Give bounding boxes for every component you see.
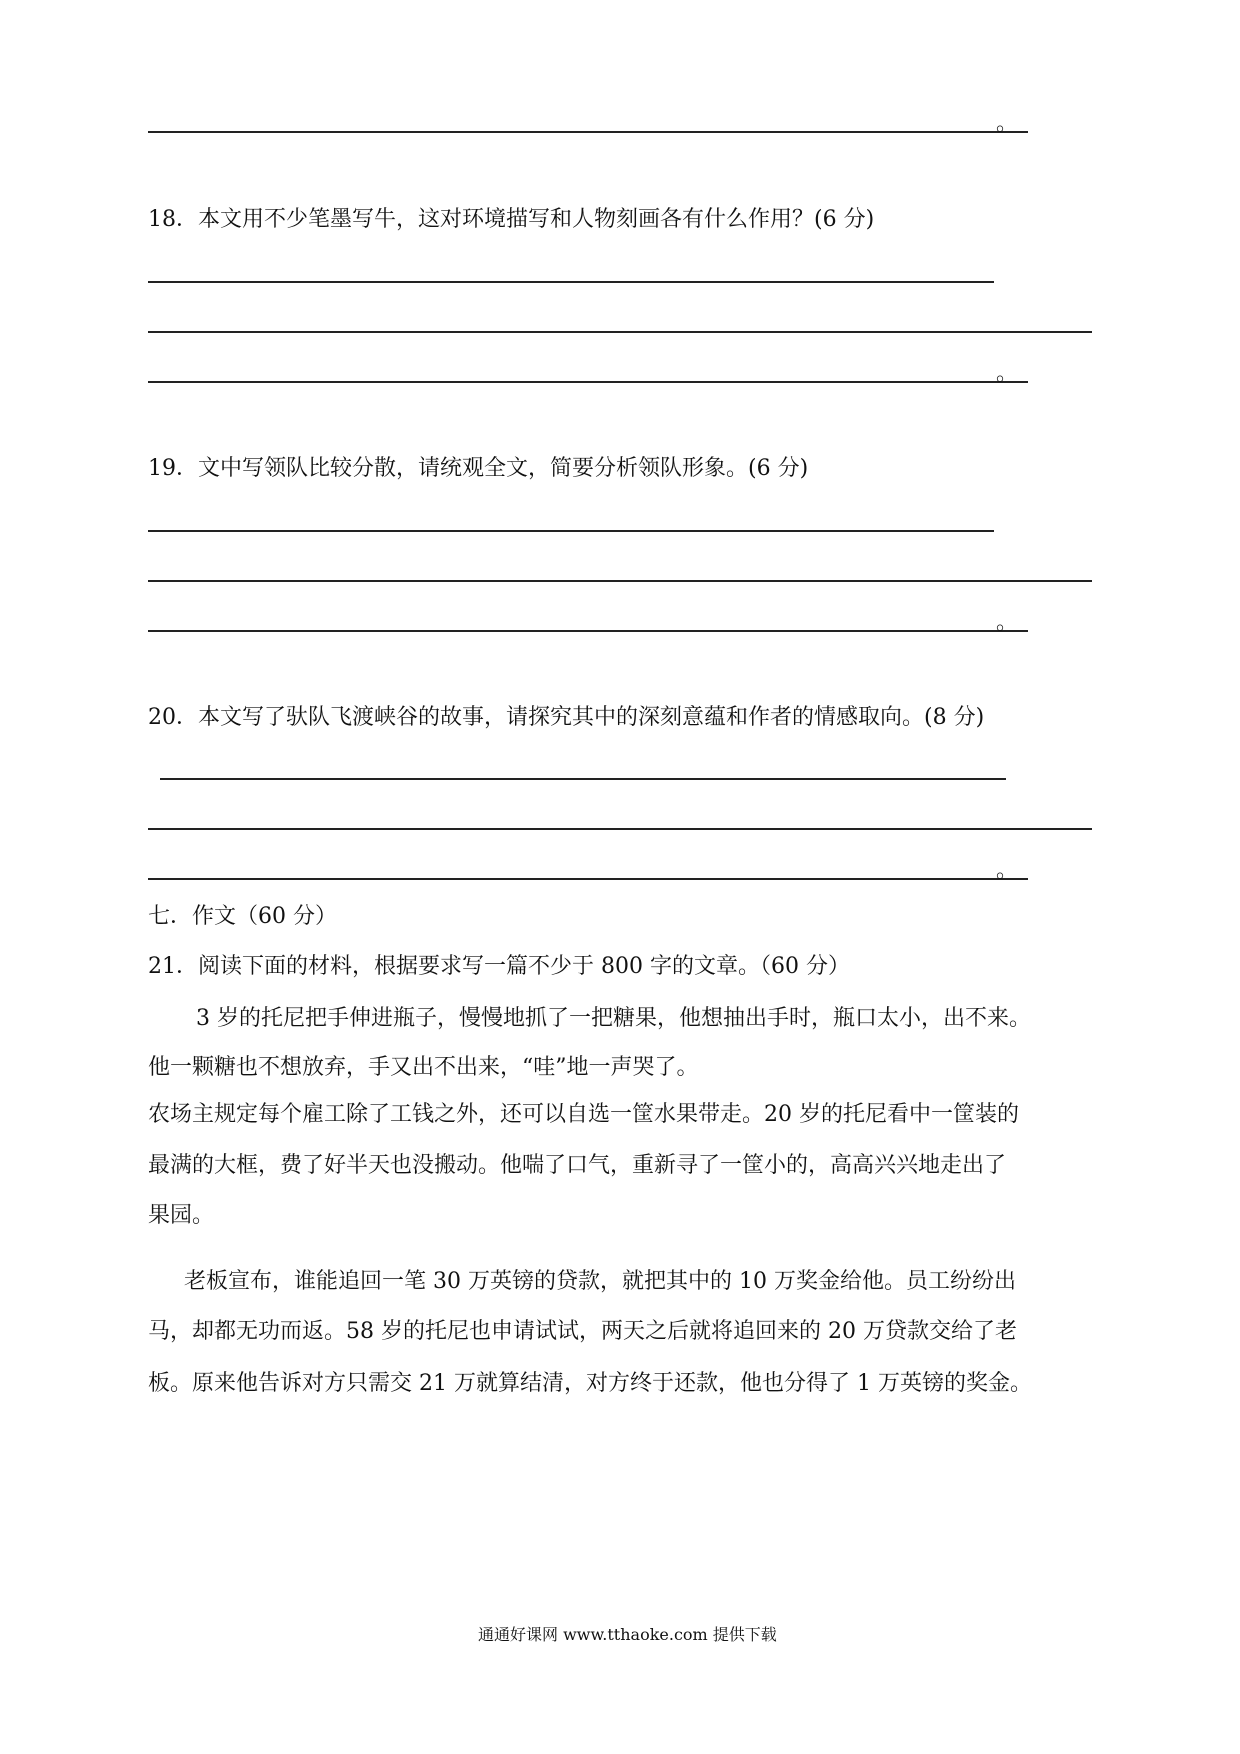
- essay-prompt: 21．阅读下面的材料，根据要求写一篇不少于 800 字的文章。（60 分）: [148, 954, 850, 979]
- answer-line: [160, 778, 1006, 780]
- answer-line: [148, 878, 1028, 880]
- answer-line: [148, 530, 994, 532]
- material-line: 马，却都无功而返。58 岁的托尼也申请试试，两天之后就将追回来的 20 万贷款交给了老: [148, 1319, 1017, 1344]
- end-mark: 。: [996, 858, 1019, 883]
- material-line: 他一颗糖也不想放弃，手又出不出来，“哇”地一声哭了。: [148, 1055, 699, 1080]
- answer-line: [148, 131, 1028, 133]
- end-mark: 。: [996, 361, 1019, 386]
- page-footer: 通通好课网 www.tthaoke.com 提供下载: [478, 1625, 777, 1644]
- section-heading: 七．作文（60 分）: [148, 904, 337, 929]
- material-line: 最满的大框，费了好半天也没搬动。他喘了口气，重新寻了一筐小的，高高兴兴地走出了: [148, 1153, 1007, 1178]
- answer-line: [148, 630, 1028, 632]
- end-mark: 。: [996, 610, 1019, 635]
- answer-line: [148, 381, 1028, 383]
- answer-line: [148, 828, 1092, 830]
- question-19: 19．文中写领队比较分散，请统观全文，简要分析领队形象。(6 分): [148, 456, 809, 481]
- material-line: 3 岁的托尼把手伸进瓶子，慢慢地抓了一把糖果，他想抽出手时，瓶口太小，出不来。: [196, 1006, 1031, 1031]
- question-18: 18．本文用不少笔墨写牛，这对环境描写和人物刻画各有什么作用？(6 分): [148, 207, 875, 232]
- answer-line: [148, 331, 1092, 333]
- material-line: 老板宣布，谁能追回一笔 30 万英镑的贷款，就把其中的 10 万奖金给他。员工纷纷出: [184, 1269, 1016, 1294]
- end-mark: 。: [996, 111, 1019, 136]
- answer-line: [148, 281, 994, 283]
- question-20: 20．本文写了驮队飞渡峡谷的故事，请探究其中的深刻意蕴和作者的情感取向。(8 分): [148, 705, 985, 730]
- material-line: 果园。: [148, 1203, 215, 1228]
- material-line: 板。原来他告诉对方只需交 21 万就算结清，对方终于还款，他也分得了 1 万英镑的奖金。: [148, 1371, 1032, 1396]
- answer-line: [148, 580, 1092, 582]
- material-line: 农场主规定每个雇工除了工钱之外，还可以自选一筐水果带走。20 岁的托尼看中一筐装的: [148, 1102, 1019, 1127]
